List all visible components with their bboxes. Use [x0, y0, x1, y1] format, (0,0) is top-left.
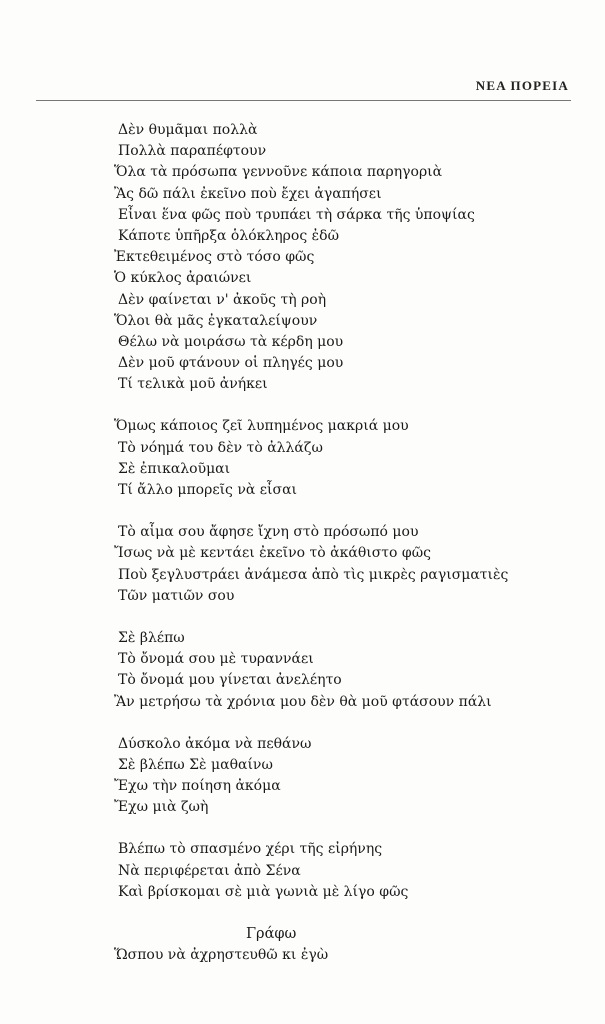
stanza-3 — [114, 522, 578, 607]
closing-title: Γράφω — [246, 926, 297, 942]
poem-line: Δὲν φαίνεται ν' ἀκοῦς τὴ ροὴ — [118, 291, 327, 308]
poem-line: Ἴσως νὰ μὲ κεντάει ἐκεῖνο τὸ ἀκάθιστο φῶς — [114, 545, 431, 562]
poem-line: Τὸ ὄνομά μου γίνεται ἀνελέητο — [118, 672, 342, 689]
poem-line: Σὲ ἐπικαλοῦμαι — [118, 460, 231, 477]
poem-line: Ἔχω μιὰ ζωὴ — [114, 799, 209, 816]
poem-line: Τὸ αἷμα σου ἄφησε ἴχνη στὸ πρόσωπό μου — [118, 524, 419, 541]
poem-line: Πολλὰ παραπέφτουν — [118, 143, 267, 160]
poem-line: Δὲν μοῦ φτάνουν οἱ πληγές μου — [118, 355, 344, 372]
poem-line: Σὲ βλέπω Σὲ μαθαίνω — [118, 756, 273, 773]
poem-line: Εἶναι ἕνα φῶς ποὺ τρυπάει τὴ σάρκα τῆς ὑποψίας — [118, 206, 475, 223]
poem-line: Ἂν μετρήσω τὰ χρόνια μου δὲν θὰ μοῦ φτάσουν πάλι — [114, 693, 492, 710]
poem-line: Τὸ νόημά του δὲν τὸ ἀλλάζω — [118, 439, 323, 456]
stanza-1 — [114, 120, 578, 395]
poem-line: Ὅμως κάποιος ζεῖ λυπημένος μακριά μου — [114, 418, 409, 435]
poem-line: Τί τελικὰ μοῦ ἀνήκει — [118, 376, 268, 393]
poem-line: Νὰ περιφέρεται ἀπὸ Σένα — [118, 862, 301, 879]
poem-line: Κάποτε ὑπῆρξα ὁλόκληρος ἐδῶ — [118, 227, 339, 244]
poem-line: Βλέπω τὸ σπασμένο χέρι τῆς εἰρήνης — [118, 841, 383, 858]
closing-line: Ὥσπου νὰ ἀχρηστευθῶ κι ἐγὼ — [114, 947, 329, 964]
closing-stanza — [114, 924, 578, 966]
poem-line: Δὲν θυμᾶμαι πολλὰ — [118, 122, 258, 138]
stanza-5 — [114, 734, 578, 819]
poem-line: Θέλω νὰ μοιράσω τὰ κέρδη μου — [118, 333, 344, 350]
poem-line: Ἐκτεθειμένος στὸ τόσο φῶς — [114, 249, 315, 266]
poem — [114, 120, 578, 987]
header-rule — [36, 100, 571, 101]
poem-line: Τὸ ὄνομά σου μὲ τυραννάει — [118, 651, 314, 668]
poem-line: Σὲ βλέπω — [118, 629, 185, 646]
running-title: ΝΕΑ ΠΟΡΕΙΑ — [475, 78, 569, 93]
stanza-4 — [114, 628, 578, 713]
stanza-6 — [118, 839, 578, 903]
poem-line: Ἔχω τὴν ποίηση ἀκόμα — [114, 778, 281, 795]
poem-line: Τί ἄλλο μπορεῖς νὰ εἶσαι — [118, 482, 298, 498]
poem-line: Καὶ βρίσκομαι σὲ μιὰ γωνιὰ μὲ λίγο φῶς — [118, 883, 409, 900]
poem-line: Δύσκολο ἀκόμα νὰ πεθάνω — [118, 735, 312, 752]
poem-line: Τῶν ματιῶν σου — [118, 587, 235, 604]
poem-line: Ἂς δῶ πάλι ἐκεῖνο ποὺ ἔχει ἀγαπήσει — [114, 185, 382, 202]
poem-line: Ὁ κύκλος ἀραιώνει — [114, 270, 252, 287]
poem-line: Ὅλα τὰ πρόσωπα γεννοῦνε κάποια παρηγοριὰ — [114, 164, 443, 181]
poem-line: Ποὺ ξεγλυστράει ἀνάμεσα ἀπὸ τὶς μικρὲς ραγισματιὲς — [118, 566, 509, 583]
poem-line: Ὅλοι θὰ μᾶς ἐγκαταλείψουν — [114, 312, 318, 329]
stanza-2 — [114, 416, 578, 501]
